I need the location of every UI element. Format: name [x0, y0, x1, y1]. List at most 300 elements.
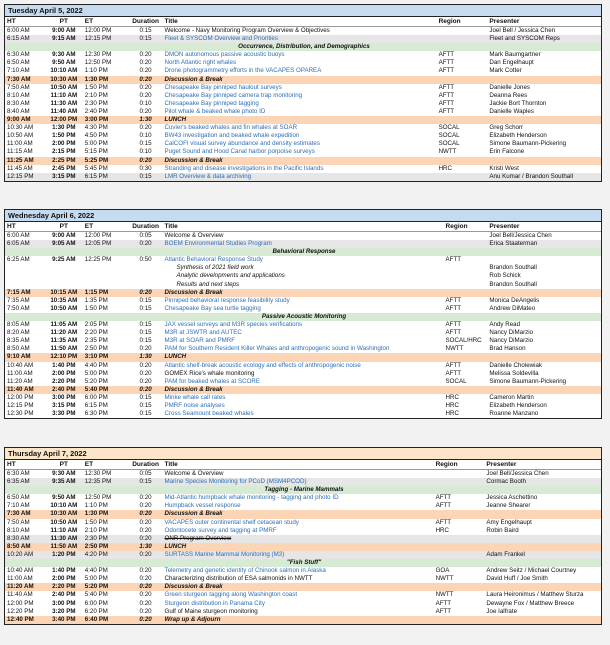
duration: 1:30 [139, 542, 152, 550]
pacific-time: 11:35 AM [50, 337, 78, 345]
hawaii-time: 11:45 AM [7, 164, 33, 172]
break-row [5, 289, 601, 297]
session-title-link[interactable]: Cuvier's beaked whales and fin whales at SOAR [164, 124, 298, 132]
session-row [5, 124, 601, 132]
hawaii-time: 6:15 AM [7, 35, 30, 43]
eastern-time: 12:50 PM [84, 59, 112, 67]
pacific-time: 11:30 AM [50, 99, 78, 107]
region: AFTT [438, 83, 455, 91]
presenter: Mark Cotter [489, 67, 522, 75]
session-title-link[interactable]: Minke whale call rates [164, 393, 226, 401]
session-row [5, 132, 601, 140]
eastern-time: 1:30 PM [84, 75, 109, 83]
session-row [5, 240, 601, 248]
session-title-link[interactable]: Cross Seamount beaked whales [164, 410, 254, 418]
region [434, 470, 485, 478]
column-header-row [5, 460, 601, 470]
duration: 0:15 [139, 296, 152, 304]
region: AFTT [435, 607, 452, 615]
region: AFTT [438, 91, 455, 99]
break-row [5, 616, 601, 624]
session-row [5, 140, 601, 148]
region: NWTT [438, 148, 457, 156]
duration: 0:15 [139, 35, 152, 43]
duration: 0:05 [139, 232, 152, 239]
presenter: Simone Baumann-Pickering [489, 377, 567, 385]
presenter [484, 543, 601, 551]
eastern-time: 6:00 PM [84, 393, 108, 401]
session-title-link[interactable]: Odontocete survey and tagging at PMRF [164, 526, 277, 534]
session-row [5, 370, 601, 378]
presenter [489, 256, 601, 264]
session-title: LUNCH [164, 353, 187, 361]
session-row [5, 297, 601, 305]
column-header-region: Region [445, 223, 468, 230]
hawaii-time: 12:15 PM [7, 401, 34, 409]
hawaii-time: 12:15 PM [7, 172, 34, 180]
duration: 0:20 [139, 583, 152, 591]
presenter: Joel Bell/Jessica Chen [489, 232, 552, 239]
region: AFTT [445, 304, 462, 312]
hawaii-time: 7:30 AM [7, 510, 31, 518]
eastern-time: 4:30 PM [84, 124, 108, 132]
session-row [5, 35, 601, 43]
session-title-link[interactable]: PAM for Southern Resident Killer Whales and anthropogenic sound in Washington [164, 345, 390, 353]
presenter: Elizabeth Henderson [489, 401, 547, 409]
duration: 0:20 [139, 75, 152, 83]
duration: 0:20 [139, 510, 152, 518]
session-title-link[interactable]: Green sturgeon tagging along Washington coast [164, 591, 298, 599]
duration: 1:30 [139, 353, 152, 361]
region [444, 353, 488, 361]
region [434, 543, 485, 551]
duration: 0:20 [139, 615, 152, 623]
region: AFTT [435, 599, 452, 607]
break-row [5, 157, 601, 165]
session-title-link[interactable]: Marine Species Monitoring for PCoD (MSM4PCOD) [164, 478, 307, 486]
pacific-time: 9:50 AM [52, 494, 76, 502]
session-row [5, 502, 601, 510]
session-title-link[interactable]: M3R at SOAR and PMRF [164, 337, 235, 345]
column-header-pt: PT [59, 18, 68, 25]
eastern-time: 12:00 PM [84, 27, 112, 34]
presenter: Elizabeth Henderson [489, 132, 547, 140]
session-subtopic: Results and next steps [176, 280, 240, 288]
presenter [487, 386, 601, 394]
presenter: Dan Engelhaupt [489, 59, 534, 67]
presenter: Jeanne Shearer [486, 502, 531, 510]
hawaii-time: 8:05 AM [7, 321, 30, 329]
eastern-time: 2:30 PM [84, 534, 108, 542]
pacific-time: 11:10 AM [50, 526, 78, 534]
session-row [5, 600, 601, 608]
session-row [5, 527, 601, 535]
presenter: Andrew DiMateo [489, 304, 536, 312]
break-row [5, 353, 601, 361]
hawaii-time: 12:00 PM [7, 393, 34, 401]
session-subtopic: Analytic developments and applications [176, 272, 285, 280]
eastern-time: 2:10 PM [84, 526, 108, 534]
session-title-link[interactable]: Fleet & SYSCOM Overview and Priorities [164, 35, 278, 43]
presenter: Roanne Manzano [489, 410, 539, 418]
hawaii-time: 8:35 AM [7, 337, 30, 345]
session-title-link[interactable]: VACAPES outer continental shelf cetacean study [164, 518, 299, 526]
presenter: Anu Kumar / Brandon Southall [489, 172, 573, 180]
eastern-time: 1:50 PM [84, 518, 108, 526]
duration: 0:20 [139, 288, 152, 296]
session-title-link[interactable]: Sturgeon distribution in Panama City [164, 599, 265, 607]
session-row [5, 51, 601, 59]
pacific-time: 9:30 AM [52, 470, 76, 477]
presenter: Andrew Seitz / Michael Courtney [486, 567, 577, 575]
session-title-link[interactable]: CalCOFI visual survey abundance and density estimates [164, 140, 320, 148]
pacific-time: 2:20 PM [52, 583, 76, 591]
pacific-time: 12:10 PM [50, 353, 78, 361]
presenter: Cameron Martin [489, 393, 534, 401]
hawaii-time: 9:00 AM [7, 116, 31, 124]
eastern-time: 2:50 PM [84, 542, 109, 550]
hawaii-time: 12:20 PM [7, 607, 34, 615]
duration: 0:20 [139, 526, 152, 534]
presenter [484, 583, 601, 591]
region: HRC [438, 164, 452, 172]
session-row [5, 402, 601, 410]
pacific-time: 9:00 AM [52, 27, 76, 34]
session-title-link[interactable]: Puget Sound and Hood Canal harbor porpoise surveys [164, 148, 315, 156]
session-title-link[interactable]: JAX vessel surveys and M3R species verifications [164, 321, 303, 329]
eastern-time: 2:10 PM [84, 91, 108, 99]
hawaii-time: 7:50 AM [7, 518, 30, 526]
eastern-time: 6:00 PM [84, 599, 108, 607]
eastern-time: 12:25 PM [84, 256, 112, 264]
session-row [5, 478, 601, 486]
session-row [5, 67, 601, 75]
region [434, 583, 485, 591]
pacific-time: 10:30 AM [50, 75, 78, 83]
session-title: Gulf of Maine sturgeon monitoring [164, 607, 258, 615]
eastern-time: 5:20 PM [84, 583, 109, 591]
region [434, 535, 485, 543]
hawaii-time: 8:10 AM [7, 91, 30, 99]
region: HRC [435, 526, 449, 534]
section-title: Passive Acoustic Monitoring [261, 312, 347, 320]
region [434, 551, 485, 559]
session-title-link[interactable]: North Atlantic right whales [164, 59, 237, 67]
eastern-time: 4:50 PM [84, 132, 108, 140]
pacific-time: 11:50 AM [50, 345, 78, 353]
region: AFTT [438, 107, 455, 115]
hawaii-time: 7:35 AM [7, 296, 30, 304]
hawaii-time: 11:00 AM [7, 575, 33, 583]
pacific-time: 2:00 PM [52, 369, 76, 377]
presenter: Laura Heironimus / Matthew Sturza [486, 591, 584, 599]
session-title-link[interactable]: BOEM Environmental Studies Program [164, 240, 272, 248]
pacific-time: 1:20 PM [52, 550, 76, 558]
pacific-time: 10:15 AM [50, 288, 78, 296]
region [434, 510, 485, 518]
presenter: Nancy DiMarzio [489, 337, 534, 345]
hawaii-time: 12:30 PM [7, 410, 34, 418]
pacific-time: 2:20 PM [52, 377, 76, 385]
section-title: Occurrence, Distribution, and Demographics [238, 43, 370, 51]
pacific-time: 1:40 PM [52, 361, 76, 369]
break-row [5, 116, 601, 124]
session-row [5, 232, 601, 240]
pacific-time: 9:00 AM [52, 232, 76, 239]
region: NWTT [445, 345, 464, 353]
eastern-time: 4:20 PM [84, 550, 108, 558]
eastern-time: 2:20 PM [84, 329, 108, 337]
pacific-time: 2:00 PM [52, 140, 76, 148]
duration: 0:15 [139, 304, 152, 312]
presenter: Mark Baumgartner [489, 51, 541, 59]
session-title-link[interactable]: Humpback vessel response [164, 502, 241, 510]
session-title-link[interactable]: Atlantic shelf-break acoustic ecology and effects of anthropogenic noise [164, 361, 361, 369]
pacific-time: 9:35 AM [52, 478, 76, 486]
pacific-time: 9:15 AM [52, 35, 76, 43]
pacific-time: 12:00 PM [50, 116, 78, 124]
break-row [5, 543, 601, 551]
column-header-title: Title [164, 223, 178, 230]
session-row [5, 59, 601, 67]
break-row [5, 583, 601, 591]
column-header-presenter: Presenter [486, 461, 517, 468]
session-title: Discussion & Break [164, 156, 223, 164]
session-title-link[interactable]: Chesapeake Bay pinniped haulout surveys [164, 83, 282, 91]
duration: 0:20 [139, 502, 152, 510]
region [437, 27, 488, 35]
hawaii-time: 7:50 AM [7, 304, 30, 312]
session-title-link[interactable]: PAM for beaked whales at SCORE [164, 377, 260, 385]
section-title: Behavioral Response [272, 248, 336, 256]
presenter: Deanna Rees [489, 91, 528, 99]
hawaii-time: 11:25 AM [7, 156, 34, 164]
pacific-time: 2:40 PM [52, 385, 76, 393]
section-header [5, 486, 601, 494]
duration: 0:20 [139, 107, 152, 115]
eastern-time: 6:20 PM [84, 607, 108, 615]
session-title-link[interactable]: Pilot whale & beaked whale photo ID [164, 107, 266, 115]
column-header-pt: PT [59, 461, 68, 468]
session-row [5, 321, 601, 329]
presenter: Danielle Jones [489, 83, 530, 91]
duration: 0:20 [139, 51, 152, 59]
presenter: Kristi West [489, 164, 519, 172]
session-title-link[interactable]: Chesapeake Bay pinniped camera trap monitoring [164, 91, 303, 99]
duration: 0:15 [139, 329, 152, 337]
presenter: Amy Engelhaupt [486, 518, 532, 526]
session-row [5, 100, 601, 108]
column-header-et: ET [84, 461, 94, 468]
region: AFTT [445, 296, 462, 304]
eastern-time: 3:00 PM [84, 116, 109, 124]
session-title-link[interactable]: Chesapeake Bay sea turtle tagging [164, 304, 261, 312]
pacific-time: 10:10 AM [50, 67, 78, 75]
duration: 0:20 [139, 59, 152, 67]
eastern-time: 12:30 PM [84, 470, 112, 477]
region: AFTT [438, 51, 455, 59]
hawaii-time: 6:35 AM [7, 478, 30, 486]
duration: 0:20 [139, 91, 152, 99]
session-title-link[interactable]: Chesapeake Bay pinniped tagging [164, 99, 259, 107]
hawaii-time: 11:00 AM [7, 369, 33, 377]
presenter: Melissa Soldevilla [489, 369, 539, 377]
region [437, 116, 488, 124]
presenter: Joe Ialfrate [486, 607, 518, 615]
presenter: Danielle Waples [489, 107, 534, 115]
presenter: Nancy DiMarzio [489, 329, 534, 337]
session-title-link[interactable]: BW43 investigation and beaked whale expedition [164, 132, 300, 140]
session-title: Welcome - Navy Monitoring Program Overview & Objectives [164, 27, 330, 34]
presenter-block [487, 256, 601, 288]
hawaii-time: 8:50 AM [7, 542, 31, 550]
session-row [5, 535, 601, 543]
eastern-time: 2:50 PM [84, 345, 108, 353]
pacific-time: 10:50 AM [50, 83, 78, 91]
day-title: Tuesday April 5, 2022 [5, 5, 601, 17]
hawaii-time: 6:00 AM [7, 27, 30, 34]
hawaii-time: 8:50 AM [7, 345, 30, 353]
presenter: David Huff / Joe Smith [486, 575, 548, 583]
eastern-time: 5:45 PM [84, 164, 108, 172]
session-title-link[interactable]: SURTASS Marine Mammal Monitoring (M3) [164, 550, 285, 558]
duration: 0:20 [139, 599, 152, 607]
pacific-time: 9:30 AM [52, 51, 76, 59]
duration: 0:20 [139, 607, 152, 615]
session-title: LUNCH [164, 542, 187, 550]
duration: 0:30 [139, 164, 152, 172]
session-title-link[interactable]: DMON autonomous passive acoustic buoys [164, 51, 285, 59]
pacific-time: 1:40 PM [52, 567, 76, 575]
eastern-time: 1:50 PM [84, 304, 108, 312]
hawaii-time: 6:30 AM [7, 470, 30, 477]
session-row [5, 148, 601, 156]
region: SOCAL [438, 132, 460, 140]
hawaii-time: 11:40 AM [7, 591, 33, 599]
day-title: Wednesday April 6, 2022 [5, 210, 601, 222]
duration: 1:30 [139, 116, 152, 124]
presenter: Joel Bell/Jessica Chen [486, 470, 549, 477]
presenter [487, 353, 601, 361]
eastern-time: 1:50 PM [84, 83, 108, 91]
section-header [5, 248, 601, 256]
session-title: Discussion & Break [164, 288, 223, 296]
pacific-time: 10:30 AM [50, 510, 78, 518]
session-row [5, 345, 601, 353]
session-row [5, 329, 601, 337]
eastern-time: 3:10 PM [84, 353, 109, 361]
hawaii-time: 6:05 AM [7, 240, 30, 248]
pacific-time: 3:15 PM [52, 172, 76, 180]
presenter [487, 289, 601, 297]
duration: 0:15 [139, 478, 152, 486]
session-row [5, 567, 601, 575]
duration: 0:20 [139, 550, 152, 558]
eastern-time: 5:00 PM [84, 140, 108, 148]
presenter [484, 535, 601, 543]
eastern-time: 5:25 PM [84, 156, 109, 164]
hawaii-time: 11:40 AM [7, 385, 34, 393]
session-title-link[interactable]: LMR Overview & data archiving [164, 172, 252, 180]
duration: 0:15 [139, 337, 152, 345]
session-title: LUNCH [164, 116, 187, 124]
eastern-time: 2:30 PM [84, 99, 108, 107]
session-row [5, 84, 601, 92]
region [437, 157, 488, 165]
eastern-time: 5:00 PM [84, 575, 108, 583]
presenter: Joel Bell / Jessica Chen [489, 27, 556, 34]
session-row [5, 173, 601, 181]
duration: 0:20 [139, 124, 152, 132]
session-title-link[interactable]: PMRF noise analyses [164, 401, 225, 409]
session-row [5, 551, 601, 559]
eastern-time: 5:15 PM [84, 148, 108, 156]
session-title: Wrap up & Adjourn [164, 615, 221, 623]
session-row [5, 256, 601, 288]
session-title-link[interactable]: Mid-Atlantic humpback whale monitoring - tagging and photo ID [164, 494, 339, 502]
session-title: Welcome & Overview [164, 470, 224, 477]
pacific-time: 9:50 AM [52, 59, 76, 67]
session-title-link[interactable]: Atlantic Behavioral Response Study [164, 256, 263, 264]
session-row [5, 27, 601, 35]
eastern-time: 12:00 PM [84, 232, 112, 239]
region: SOCAL [445, 377, 467, 385]
hawaii-time: 12:00 PM [7, 599, 34, 607]
session-row [5, 165, 601, 173]
eastern-time: 1:35 PM [84, 296, 108, 304]
session-title-link[interactable]: Pinniped behavioral response feasibility study [164, 296, 290, 304]
presenter [484, 510, 601, 518]
region: AFTT [438, 59, 455, 67]
presenter: Adam Frankel [486, 550, 525, 558]
region: GOA [435, 567, 450, 575]
duration: 0:15 [139, 410, 152, 418]
duration: 0:20 [139, 361, 152, 369]
column-header-row [5, 222, 601, 232]
presenter [487, 76, 601, 84]
duration: 0:50 [139, 256, 152, 264]
session-title: Welcome & Overview [164, 232, 224, 239]
break-row [5, 386, 601, 394]
eastern-time: 5:00 PM [84, 369, 108, 377]
region: AFTT [445, 329, 462, 337]
column-header-pt: PT [59, 223, 68, 230]
hawaii-time: 11:20 AM [7, 583, 34, 591]
session-title-link[interactable]: Telemetry and genetic identity of Chinook salmon in Alaska [164, 567, 326, 575]
session-row [5, 470, 601, 478]
duration: 0:20 [139, 377, 152, 385]
session-title-link[interactable]: Stranding and disease investigations in the Pacific Islands [164, 164, 324, 172]
hawaii-time: 6:50 AM [7, 494, 30, 502]
break-row [5, 76, 601, 84]
session-title-link[interactable]: Drone photogrammetry efforts in the VACAPES OPAREA [164, 67, 322, 75]
column-header-duration: Duration [132, 461, 159, 468]
presenter: Rob Schick [489, 272, 521, 280]
hawaii-time: 8:30 AM [7, 99, 30, 107]
presenter [487, 116, 601, 124]
eastern-time: 1:10 PM [84, 67, 108, 75]
hawaii-time: 8:20 AM [7, 329, 30, 337]
day-panel-wednesday [4, 209, 602, 419]
region: AFTT [438, 67, 455, 75]
hawaii-time: 6:25 AM [7, 256, 30, 264]
presenter: Dewayne Fox / Matthew Breece [486, 599, 575, 607]
presenter: Andy Read [489, 321, 521, 329]
session-title-link[interactable]: M3R at JSWTR and AUTEC [164, 329, 242, 337]
duration: 0:15 [139, 393, 152, 401]
hawaii-time: 7:10 AM [7, 67, 30, 75]
session-row [5, 519, 601, 527]
